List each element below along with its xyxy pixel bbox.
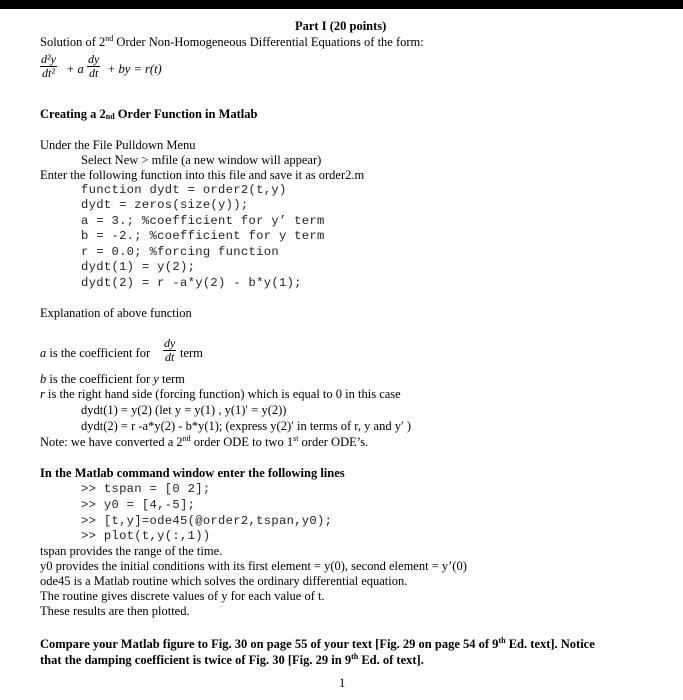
command-line: >> y0 = [4,-5];: [81, 498, 196, 512]
code-line: dydt = zeros(size(y));: [81, 198, 249, 212]
explain-a-line: a is the coefficient for: [40, 346, 151, 360]
section-heading: Creating a $2_{nd}$ Order Function in Matlab: [40, 107, 258, 121]
command-heading: In the Matlab command window enter the following lines: [40, 466, 345, 480]
explain-a-term: term: [180, 346, 203, 360]
page-title: Part I (20 points): [295, 19, 387, 33]
code-line: b = -2.; %coefficient for y term: [81, 229, 325, 243]
code-line: r = 0.0; %forcing function: [81, 245, 279, 259]
intro-line: Solution of 2nd Order Non-Homogeneous Differential Equations of the form:: [40, 34, 424, 49]
command-note: These results are then plotted.: [40, 604, 190, 618]
eq-rest: + by = r(t): [107, 62, 162, 76]
top-black-bar: [0, 0, 683, 9]
eq-plus-a: + a: [66, 62, 84, 76]
code-line: dydt(2) = r -a*y(2) - b*y(1);: [81, 276, 302, 290]
command-line: >> tspan = [0 2];: [81, 482, 211, 496]
explanation-heading: Explanation of above function: [40, 306, 192, 320]
explain-note: Note: we have converted a 2nd order ODE to two 1st order ODE’s.: [40, 434, 369, 449]
code-line: function dydt = order2(t,y): [81, 183, 287, 197]
eq-first-derivative: dy dt: [88, 52, 100, 80]
eq-second-derivative: d²y dt²: [41, 52, 56, 80]
explain-dydt1: dydt(1) = y(2) (let y = y(1) , y(1)′ = y(2)): [81, 403, 287, 417]
step-line-3: Enter the following function into this file and save it as order2.m: [40, 168, 365, 182]
step-line-1: Under the File Pulldown Menu: [40, 138, 196, 152]
code-line: dydt(1) = y(2);: [81, 260, 196, 274]
explain-dydt2: dydt(2) = r -a*y(2) - b*y(1); (express y(2)′ in terms of r, y and y′ ): [81, 419, 411, 433]
explain-b-line: b is the coefficient for y term: [40, 372, 185, 386]
command-line: >> plot(t,y(:,1)): [81, 529, 211, 543]
explain-a-fraction: dy dt: [164, 336, 176, 364]
command-note: The routine gives discrete values of y for each value of t.: [40, 589, 325, 603]
compare-line-2: that the damping coefficient is twice of Fig. 30 [Fig. 29 in 9th Ed. of text].: [40, 652, 424, 667]
code-line: a = 3.; %coefficient for y’ term: [81, 214, 325, 228]
command-note: tspan provides the range of the time.: [40, 544, 223, 558]
explain-r-line: r is the right hand side (forcing function) which is equal to 0 in this case: [40, 387, 401, 401]
command-line: >> [t,y]=ode45(@order2,tspan,y0);: [81, 514, 333, 528]
step-line-2: Select New > mfile (a new window will appear): [81, 153, 322, 167]
page-number: 1: [339, 676, 346, 690]
compare-line-1: Compare your Matlab figure to Fig. 30 on page 55 of your text [Fig. 29 on page 54 of 9th Ed. text]. Notice: [40, 636, 595, 651]
command-note: ode45 is a Matlab routine which solves the ordinary differential equation.: [40, 574, 408, 588]
command-note: y0 provides the initial conditions with its first element = y(0), second element = y’(0): [40, 559, 467, 573]
